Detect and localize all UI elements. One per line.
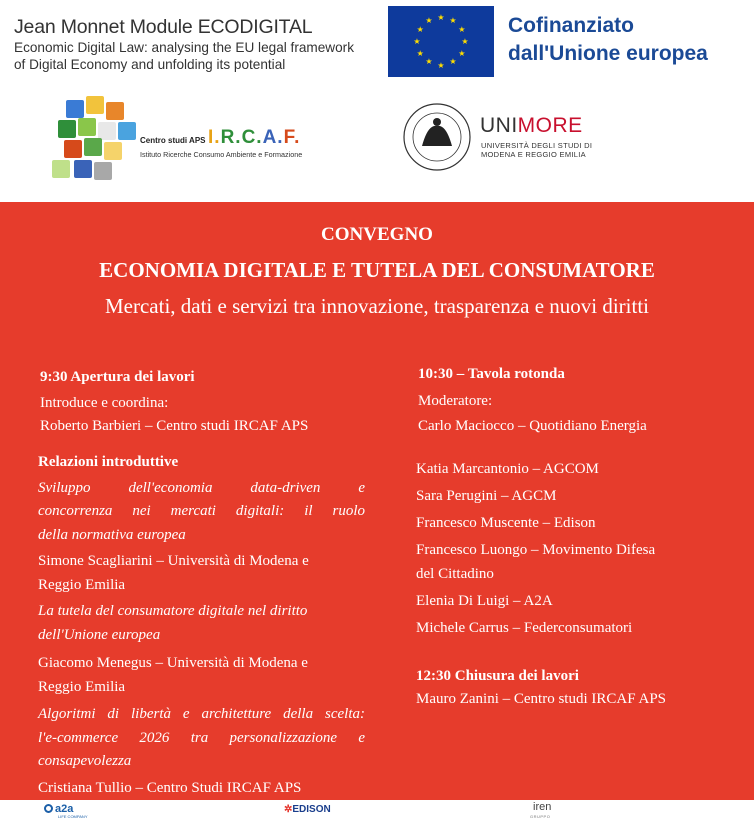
talk2-speaker-line1: Giacomo Menegus – Università di Modena e (38, 655, 308, 671)
eu-star-icon: ★ (449, 15, 457, 25)
edison-logo-text: EDISON (292, 804, 331, 815)
ircaf-letter: A. (262, 127, 284, 148)
unimore-seal-icon (402, 102, 472, 172)
eu-flag-icon (388, 6, 494, 77)
eu-star-icon: ★ (458, 48, 466, 58)
ircaf-cubes-logo-icon (46, 92, 140, 188)
a2a-logo-text: a2a (55, 803, 74, 815)
ircaf-label: Centro studi APS (140, 136, 206, 145)
panelist: Elenia Di Luigi – A2A (416, 593, 553, 609)
jean-monnet-title: Jean Monnet Module ECODIGITAL (14, 16, 313, 38)
jean-monnet-subtitle-line1: Economic Digital Law: analysing the EU legal framework (14, 40, 354, 55)
a2a-ring-icon (44, 804, 53, 813)
talk2-title-line1: La tutela del consumatore digitale nel diritto (38, 603, 308, 619)
edison-logo (284, 804, 331, 815)
opening-role: Introduce e coordina: (40, 395, 169, 411)
opening-time: 9:30 Apertura dei lavori (40, 369, 195, 385)
talk3-title-line1: Algoritmi di libertà e architetture della scelta: (38, 706, 365, 722)
iren-logo: iren (533, 801, 552, 813)
sponsor-footer (0, 800, 754, 822)
event-title: ECONOMIA DIGITALE E TUTELA DEL CONSUMATORE (99, 258, 655, 282)
eu-star-icon: ★ (437, 12, 445, 22)
panelist: Michele Carrus – Federconsumatori (416, 620, 633, 636)
ircaf-letter: C. (241, 127, 263, 148)
a2a-logo-sub: LIFE COMPANY (58, 814, 88, 819)
ircaf-letter: R. (220, 127, 242, 148)
panelist: del Cittadino (416, 566, 494, 582)
roundtable-time: 10:30 – Tavola rotonda (418, 366, 565, 382)
unimore-name-accent: MORE (517, 114, 583, 137)
event-panel (0, 202, 754, 800)
panelist: Francesco Luongo – Movimento Difesa (416, 542, 656, 558)
unimore-sub-line2: MODENA E REGGIO EMILIA (481, 150, 586, 159)
jean-monnet-subtitle-line2: of Digital Economy and unfolding its potential (14, 57, 286, 72)
talk1-speaker-line1: Simone Scagliarini – Università di Modena e (38, 553, 309, 569)
talk3-title-line2: l'e-commerce 2026 tra personalizzazione e (38, 730, 365, 746)
talk2-title-line2: dell'Unione europea (38, 627, 161, 643)
intro-heading: Relazioni introduttive (38, 454, 179, 470)
eu-star-icon: ★ (437, 60, 445, 70)
panelist: Katia Marcantonio – AGCOM (416, 461, 599, 477)
eu-star-icon: ★ (416, 24, 424, 34)
talk1-title-line2: concorrenza nei mercati digitali: il ruolo (38, 503, 365, 519)
eu-star-icon: ★ (416, 48, 424, 58)
eu-star-icon: ★ (425, 15, 433, 25)
closing-time: 12:30 Chiusura dei lavori (416, 668, 579, 684)
talk3-speaker: Cristiana Tullio – Centro Studi IRCAF APS (38, 780, 302, 796)
eu-star-icon: ★ (461, 36, 469, 46)
ircaf-letter: F. (283, 127, 301, 148)
moderator: Carlo Maciocco – Quotidiano Energia (418, 418, 647, 434)
opening-person: Roberto Barbieri – Centro studi IRCAF APS (40, 418, 309, 434)
iren-logo-sub: GRUPPO (530, 814, 551, 819)
ircaf-tagline: Istituto Ricerche Consumo Ambiente e Formazione (140, 150, 303, 159)
talk1-title-line3: della normativa europea (38, 527, 186, 543)
eu-star-icon: ★ (449, 57, 457, 67)
unimore-name-prefix: UNI (480, 114, 518, 137)
talk2-speaker-line2: Reggio Emilia (38, 679, 126, 695)
event-type: CONVEGNO (321, 224, 433, 245)
ircaf-letter: I. (208, 127, 221, 148)
eu-cofunded-line1: Cofinanziato (508, 14, 634, 37)
event-subtitle: Mercati, dati e servizi tra innovazione, trasparenza e nuovi diritti (104, 294, 650, 318)
moderator-label: Moderatore: (418, 393, 493, 409)
talk3-title-line3: consapevolezza (38, 753, 132, 769)
eu-star-icon: ★ (413, 36, 421, 46)
unimore-sub-line1: UNIVERSITÀ DEGLI STUDI DI (481, 141, 593, 150)
panelist: Francesco Muscente – Edison (416, 515, 596, 531)
talk1-speaker-line2: Reggio Emilia (38, 577, 126, 593)
header (0, 0, 754, 202)
unimore-name (480, 114, 583, 138)
eu-cofunded-line2: dall'Unione europea (508, 42, 708, 65)
talk1-title-line1: Sviluppo dell'economia data-driven e (38, 480, 365, 496)
edison-flame-icon: ✲ (284, 804, 293, 815)
ircaf-name (208, 127, 300, 149)
eu-star-icon: ★ (425, 57, 433, 67)
panelist: Sara Perugini – AGCM (416, 488, 557, 504)
eu-star-icon: ★ (458, 24, 466, 34)
closing-person: Mauro Zanini – Centro studi IRCAF APS (416, 691, 667, 707)
